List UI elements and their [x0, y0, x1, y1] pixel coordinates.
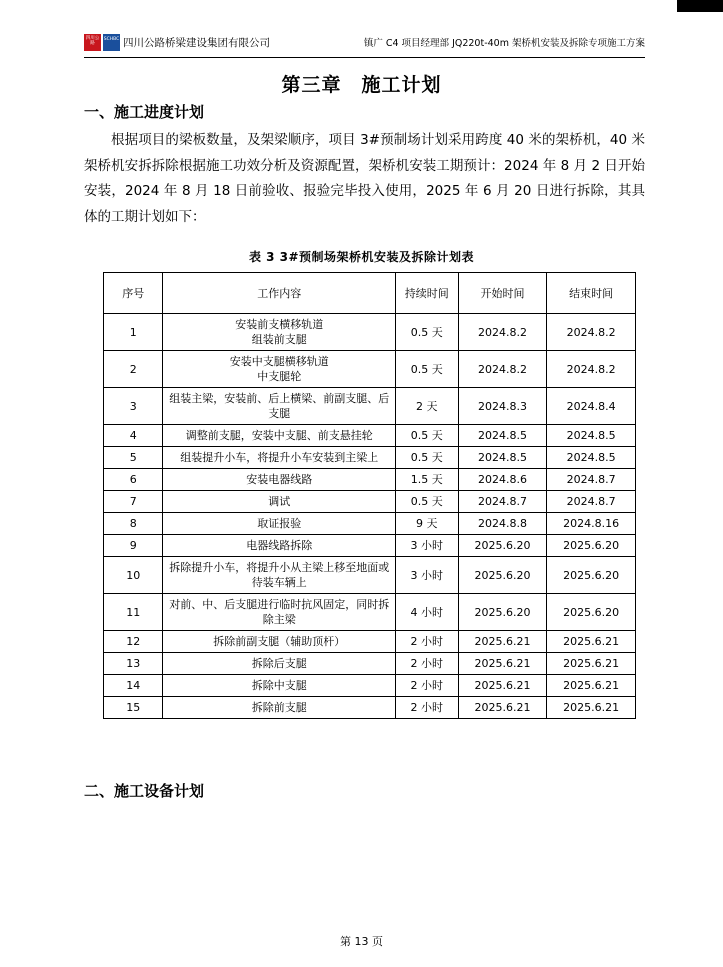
cell-duration: 3 小时 [395, 557, 458, 594]
table-row [104, 594, 636, 631]
cell-content: 拆除前支腿 [163, 697, 395, 719]
cell-start: 2025.6.21 [458, 675, 547, 697]
table-row [104, 469, 636, 491]
cell-no: 2 [104, 351, 163, 388]
cell-no: 11 [104, 594, 163, 631]
cell-content: 对前、中、后支腿进行临时抗风固定，同时拆除主梁 [163, 594, 395, 631]
section-heading-equipment: 二、施工设备计划 [84, 782, 205, 800]
cell-end: 2024.8.2 [547, 314, 636, 351]
cell-content: 调整前支腿，安装中支腿、前支悬挂轮 [163, 425, 395, 447]
page-corner-marker [677, 0, 723, 12]
cell-no: 15 [104, 697, 163, 719]
table-row [104, 697, 636, 719]
cell-content: 组装主梁，安装前、后上横梁、前副支腿、后支腿 [163, 388, 395, 425]
cell-content: 安装中支腿横移轨道 中支腿轮 [163, 351, 395, 388]
cell-end: 2025.6.21 [547, 631, 636, 653]
cell-content: 拆除中支腿 [163, 675, 395, 697]
chapter-title: 第三章 施工计划 [281, 74, 442, 96]
cell-content: 安装前支横移轨道 组装前支腿 [163, 314, 395, 351]
cell-content: 拆除提升小车，将提升小从主梁上移至地面或待装车辆上 [163, 557, 395, 594]
body-paragraph: 根据项目的梁板数量，及架梁顺序，项目 3#预制场计划采用跨度 40 米的架桥机，40 米架桥机安拆拆除根据施工功效分析及资源配置，架桥机安装工期预计：2024 年 8 月 2 日开始安装，2024 年 8 月 18 日前验收、报验完毕投入使用，2025 年 6 月 20 日进行拆除，其具体的工期计划如下： [84, 132, 645, 225]
cell-start: 2025.6.21 [458, 631, 547, 653]
cell-start: 2024.8.8 [458, 513, 547, 535]
table-body [104, 314, 636, 719]
cell-end: 2025.6.21 [547, 697, 636, 719]
company-logo [84, 34, 270, 51]
cell-end: 2024.8.7 [547, 491, 636, 513]
company-name: 四川公路桥梁建设集团有限公司 [123, 36, 270, 49]
cell-duration: 0.5 天 [395, 491, 458, 513]
header-doc-title: 镇广 C4 项目经理部 JQ220t-40m 架桥机安装及拆除专项施工方案 [363, 38, 645, 49]
cell-content: 拆除前副支腿（辅助顶杆） [163, 631, 395, 653]
cell-end: 2024.8.4 [547, 388, 636, 425]
cell-content: 组装提升小车，将提升小车安装到主梁上 [163, 447, 395, 469]
schedule-table [103, 272, 636, 719]
cell-end: 2024.8.7 [547, 469, 636, 491]
cell-content: 安装电器线路 [163, 469, 395, 491]
cell-content: 拆除后支腿 [163, 653, 395, 675]
cell-no: 6 [104, 469, 163, 491]
column-header-content: 工作内容 [163, 273, 395, 314]
cell-no: 3 [104, 388, 163, 425]
cell-no: 12 [104, 631, 163, 653]
column-header-end: 结束时间 [547, 273, 636, 314]
table-row [104, 425, 636, 447]
table-row [104, 388, 636, 425]
cell-start: 2025.6.20 [458, 557, 547, 594]
cell-start: 2025.6.20 [458, 535, 547, 557]
cell-duration: 0.5 天 [395, 447, 458, 469]
cell-content: 电器线路拆除 [163, 535, 395, 557]
cell-duration: 2 天 [395, 388, 458, 425]
cell-end: 2024.8.5 [547, 425, 636, 447]
cell-start: 2024.8.5 [458, 447, 547, 469]
logo-red-icon: 四川公路 [84, 34, 101, 51]
cell-end: 2025.6.20 [547, 535, 636, 557]
cell-start: 2024.8.7 [458, 491, 547, 513]
cell-content: 取证报验 [163, 513, 395, 535]
cell-no: 9 [104, 535, 163, 557]
cell-content: 调试 [163, 491, 395, 513]
table-row [104, 513, 636, 535]
column-header-duration: 持续时间 [395, 273, 458, 314]
table-row [104, 535, 636, 557]
cell-start: 2025.6.21 [458, 653, 547, 675]
cell-duration: 2 小时 [395, 631, 458, 653]
table-row [104, 557, 636, 594]
cell-no: 13 [104, 653, 163, 675]
cell-duration: 9 天 [395, 513, 458, 535]
cell-no: 7 [104, 491, 163, 513]
column-header-no: 序号 [104, 273, 163, 314]
section-heading-schedule: 一、施工进度计划 [84, 103, 205, 121]
cell-end: 2024.8.16 [547, 513, 636, 535]
cell-no: 14 [104, 675, 163, 697]
table-row [104, 653, 636, 675]
cell-end: 2025.6.20 [547, 594, 636, 631]
cell-start: 2024.8.5 [458, 425, 547, 447]
cell-start: 2024.8.6 [458, 469, 547, 491]
column-header-start: 开始时间 [458, 273, 547, 314]
cell-end: 2025.6.21 [547, 675, 636, 697]
cell-duration: 4 小时 [395, 594, 458, 631]
cell-end: 2024.8.2 [547, 351, 636, 388]
cell-end: 2025.6.21 [547, 653, 636, 675]
table-row [104, 351, 636, 388]
cell-no: 10 [104, 557, 163, 594]
table-row [104, 631, 636, 653]
cell-duration: 2 小时 [395, 697, 458, 719]
document-header [84, 30, 645, 58]
cell-end: 2024.8.5 [547, 447, 636, 469]
cell-duration: 2 小时 [395, 675, 458, 697]
cell-duration: 2 小时 [395, 653, 458, 675]
cell-start: 2024.8.2 [458, 351, 547, 388]
cell-no: 1 [104, 314, 163, 351]
logo-blue-icon: SCHBC [103, 34, 120, 51]
cell-start: 2024.8.2 [458, 314, 547, 351]
cell-duration: 1.5 天 [395, 469, 458, 491]
cell-no: 4 [104, 425, 163, 447]
table-caption: 表 3 3#预制场架桥机安装及拆除计划表 [248, 250, 475, 264]
cell-end: 2025.6.20 [547, 557, 636, 594]
cell-no: 8 [104, 513, 163, 535]
cell-duration: 3 小时 [395, 535, 458, 557]
table-row [104, 447, 636, 469]
table-row [104, 314, 636, 351]
cell-duration: 0.5 天 [395, 351, 458, 388]
cell-duration: 0.5 天 [395, 314, 458, 351]
cell-start: 2025.6.21 [458, 697, 547, 719]
table-row [104, 675, 636, 697]
cell-no: 5 [104, 447, 163, 469]
cell-start: 2025.6.20 [458, 594, 547, 631]
page-footer: 第 13 页 [340, 935, 383, 948]
table-header-row [104, 273, 636, 314]
table-row [104, 491, 636, 513]
cell-duration: 0.5 天 [395, 425, 458, 447]
cell-start: 2024.8.3 [458, 388, 547, 425]
